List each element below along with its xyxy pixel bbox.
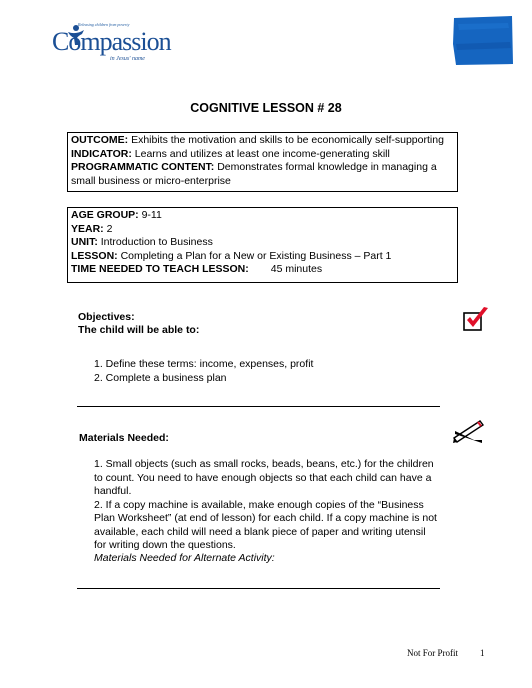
material-line: available, each child will need a blank piece of paper and writing utensil: [94, 525, 426, 538]
programmatic-content-row-2: small business or micro-enterprise: [71, 174, 231, 187]
logo-subline: in Jesus' name: [110, 56, 145, 62]
list-item: 2. Complete a business plan: [94, 371, 227, 384]
material-line: 2. If a copy machine is available, make enough copies of the “Business: [94, 498, 424, 511]
objectives-heading: Objectives:: [78, 311, 135, 323]
objectives-section: [78, 311, 199, 337]
material-line: to count. You need to have enough objects so that each child can have a: [94, 471, 432, 484]
pencil-ruler-icon: [452, 418, 486, 444]
compassion-logo: [52, 22, 171, 68]
year-row: [71, 223, 454, 237]
programmatic-content-text: Demonstrates formal knowledge in managing a: [214, 161, 437, 173]
programmatic-content-row: [71, 161, 454, 175]
age-group-row: [71, 209, 454, 223]
logo-wordmark: Compassion: [52, 27, 171, 56]
outcome-label: OUTCOME:: [71, 134, 129, 146]
time-row: [71, 263, 454, 277]
material-line: 1. Small objects (such as small rocks, beads, beans, etc.) for the children: [94, 458, 434, 470]
year-text: 2: [103, 222, 113, 235]
divider: [77, 588, 440, 589]
material-line: handful.: [94, 485, 132, 497]
materials-heading: Materials Needed:: [79, 432, 169, 444]
time-text: 45 minutes: [270, 263, 323, 275]
unit-label: UNIT:: [71, 236, 98, 248]
lesson-title: COGNITIVE LESSON # 28: [190, 101, 342, 115]
objectives-list: [94, 358, 313, 385]
age-group-label: AGE GROUP:: [71, 209, 139, 221]
age-group-text: 9-11: [138, 209, 162, 221]
page-number: 1: [480, 648, 485, 658]
outcome-box: [67, 132, 458, 192]
divider: [77, 406, 440, 407]
lesson-text: Completing a Plan for a New or Existing Business – Part 1: [117, 249, 392, 262]
materials-body: [94, 458, 444, 553]
lesson-info-box: [67, 207, 458, 283]
outcome-text: Exhibits the motivation and skills to be economically self-supporting: [128, 134, 444, 146]
outcome-row: [71, 134, 454, 148]
material-line: for writing down the questions.: [94, 539, 236, 551]
unit-text: Introduction to Business: [97, 236, 213, 248]
list-item: 1. Define these terms: income, expenses, profit: [94, 358, 314, 370]
footer-text: Not For Profit: [407, 648, 459, 658]
lesson-label: LESSON:: [71, 249, 118, 262]
checkmark-icon: [462, 306, 490, 332]
blue-brush-block: [452, 14, 514, 66]
logo-tagline: Releasing children from poverty: [78, 22, 130, 27]
time-label: TIME NEEDED TO TEACH LESSON:: [71, 263, 249, 275]
indicator-row: [71, 148, 454, 162]
unit-row: [71, 236, 454, 250]
indicator-label: INDICATOR:: [71, 147, 132, 160]
material-line: Plan Worksheet” (at end of lesson) for each child. If a copy machine is not: [94, 512, 437, 524]
alternate-materials-heading: Materials Needed for Alternate Activity:: [94, 552, 275, 564]
lesson-row: [71, 250, 454, 264]
objectives-subheading: The child will be able to:: [78, 324, 200, 336]
programmatic-content-label: PROGRAMMATIC CONTENT:: [71, 161, 215, 173]
indicator-text: Learns and utilizes at least one income-generating skill: [131, 147, 390, 160]
year-label: YEAR:: [71, 222, 104, 235]
